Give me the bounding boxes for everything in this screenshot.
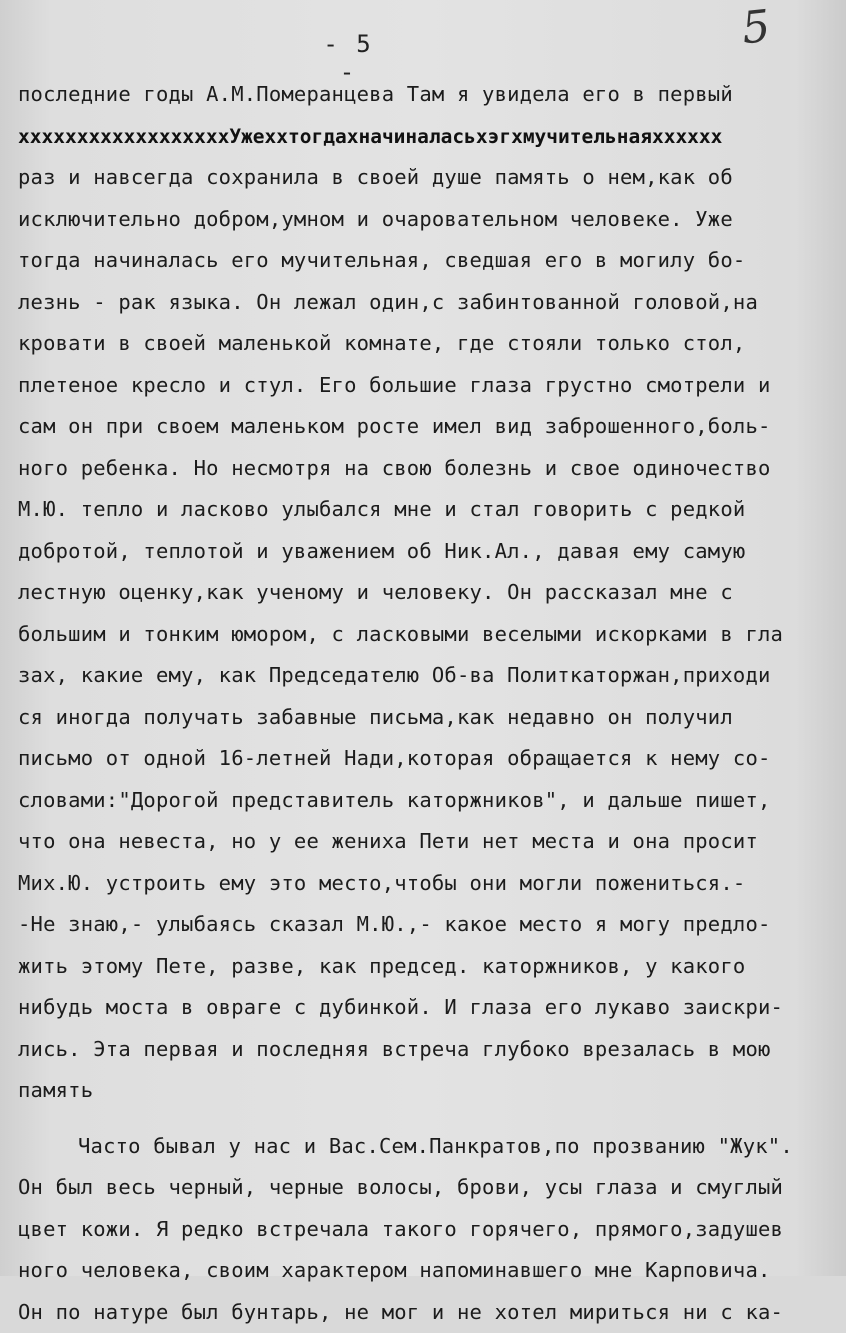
text-line: Он был весь черный, черные волосы, брови, усы глаза и смуглый: [18, 1167, 844, 1209]
text-line: ного человека, своим характером напоминавшего мне Карповича.: [18, 1250, 844, 1292]
paragraph-start-line: Часто бывал у нас и Вас.Сем.Панкратов,по прозванию "Жук".: [18, 1126, 844, 1168]
handwritten-page-number: 5: [739, 1, 772, 55]
text-line: последние годы А.М.Померанцева Там я увидела его в первый: [18, 74, 844, 116]
text-line: нибудь моста в овраге с дубинкой. И глаза его лукаво заискри-: [18, 987, 844, 1029]
text-line: сам он при своем маленьком росте имел вид заброшенного,боль-: [18, 406, 844, 448]
text-line: добротой, теплотой и уважением об Ник.Ал., давая ему самую: [18, 531, 844, 573]
text-line: М.Ю. тепло и ласково улыбался мне и стал говорить с редкой: [18, 489, 844, 531]
text-line: ного ребенка. Но несмотря на свою болезнь и свое одиночество: [18, 448, 844, 490]
text-line: цвет кожи. Я редко встречала такого горячего, прямого,задушев: [18, 1209, 844, 1251]
text-line: жить этому Пете, разве, как председ. каторжников, у какого: [18, 946, 844, 988]
text-line: память: [18, 1070, 844, 1112]
page-number: - 5 -: [308, 30, 388, 86]
text-line: что она невеста, но у ее жениха Пети нет места и она просит: [18, 821, 844, 863]
text-line: тогда начиналась его мучительная, сведшая его в могилу бо-: [18, 240, 844, 282]
text-line: плетеное кресло и стул. Его большие глаза грустно смотрели и: [18, 365, 844, 407]
text-line: словами:"Дорогой представитель каторжников", и дальше пишет,: [18, 780, 844, 822]
text-line: Он по натуре был бунтарь, не мог и не хотел мириться ни с ка-: [18, 1292, 844, 1333]
struck-through-line: ххххххххххххххххххУжеххтогдахначиналасьхэгхмучительнаяхххххх: [18, 116, 844, 158]
text-line: лись. Эта первая и последняя встреча глубоко врезалась в мою: [18, 1029, 844, 1071]
text-line: зах, какие ему, как Председателю Об-ва Политкаторжан,приходи: [18, 655, 844, 697]
text-line: лестную оценку,как ученому и человеку. Он рассказал мне с: [18, 572, 844, 614]
text-line: ся иногда получать забавные письма,как недавно он получил: [18, 697, 844, 739]
typewritten-text: [18, 74, 844, 1333]
text-line: письмо от одной 16-летней Нади,которая обращается к нему со-: [18, 738, 844, 780]
text-line: исключительно добром,умном и очаровательном человеке. Уже: [18, 199, 844, 241]
text-line: большим и тонким юмором, с ласковыми веселыми искорками в гла: [18, 614, 844, 656]
text-line: раз и навсегда сохранила в своей душе память о нем,как об: [18, 157, 844, 199]
text-line: Мих.Ю. устроить ему это место,чтобы они могли пожениться.-: [18, 863, 844, 905]
text-line: -Не знаю,- улыбаясь сказал М.Ю.,- какое место я могу предло-: [18, 904, 844, 946]
text-line: лезнь - рак языка. Он лежал один,с забинтованной головой,на: [18, 282, 844, 324]
text-line: кровати в своей маленькой комнате, где стояли только стол,: [18, 323, 844, 365]
